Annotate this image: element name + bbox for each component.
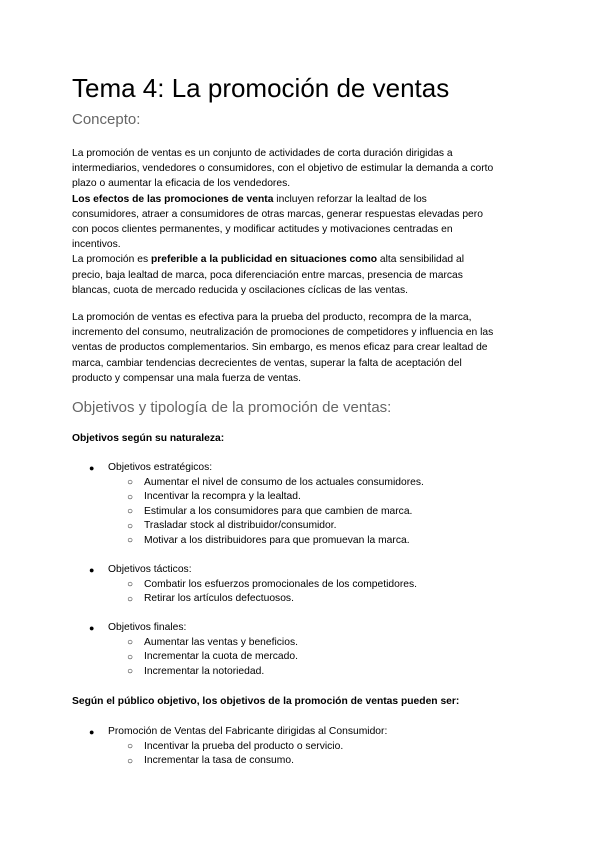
list-item: Combatir los esfuerzos promocionales de los competidores. xyxy=(144,578,417,590)
text-line xyxy=(72,192,532,207)
list-item: Incentivar la prueba del producto o servicio. xyxy=(144,740,344,752)
text-line: consumidores, atraer a consumidores de otras marcas, generar respuestas elevadas pero xyxy=(72,208,483,220)
circle-bullet-icon: ○ xyxy=(127,477,134,488)
text-line: incentivos. xyxy=(72,239,121,251)
bullet-icon: ● xyxy=(89,463,95,473)
list-item: Incrementar la notoriedad. xyxy=(144,665,265,677)
text-span: alta sensibilidad al xyxy=(377,254,465,266)
circle-bullet-icon: ○ xyxy=(127,520,134,532)
circle-bullet-icon: ○ xyxy=(127,741,134,752)
text-line: incremento del consumo, neutralización de promociones de competidores y influencia en las xyxy=(72,327,494,339)
list-item-tacticos: Objetivos tácticos: xyxy=(108,564,192,575)
circle-bullet-icon: ○ xyxy=(127,637,134,648)
list-item: Estimular a los consumidores para que cambien de marca. xyxy=(144,505,413,517)
text-line: marca, cambiar tendencias decrecientes de ventas, superar la falta de aceptación del xyxy=(72,357,462,369)
circle-bullet-icon: ○ xyxy=(127,593,134,605)
text-line: precio, baja lealtad de marca, poca diferenciación entre marcas, presencia de marcas xyxy=(72,269,463,281)
text-line: plazo o aumentar la eficacia de los vendedores. xyxy=(72,178,291,190)
list-item: Retirar los artículos defectuosos. xyxy=(144,593,294,604)
text-line xyxy=(72,252,532,267)
circle-bullet-icon: ○ xyxy=(127,506,134,517)
list-item-finales: Objetivos finales: xyxy=(108,622,187,633)
list-item: Incentivar la recompra y la lealtad. xyxy=(144,491,301,502)
circle-bullet-icon: ○ xyxy=(127,651,134,663)
text-span: La promoción es xyxy=(72,254,151,266)
label-naturaleza: Objetivos según su naturaleza: xyxy=(72,433,225,444)
circle-bullet-icon: ○ xyxy=(127,535,134,546)
text-line: La promoción de ventas es efectiva para la prueba del producto, recompra de la marca, xyxy=(72,312,472,323)
circle-bullet-icon: ○ xyxy=(127,755,134,767)
text-line: blancas, cuota de mercado reducida y oscilaciones cíclicas de las ventas. xyxy=(72,284,408,296)
label-publico: Según el público objetivo, los objetivos de la promoción de ventas pueden ser: xyxy=(72,696,460,707)
text-line: intermediarios, vendedores o consumidores, con el objetivo de estimular la demanda a corto xyxy=(72,163,494,175)
list-item-fabricante-consumidor: Promoción de Ventas del Fabricante dirigidas al Consumidor: xyxy=(108,726,388,737)
bold-phrase: Los efectos de las promociones de venta xyxy=(72,193,274,205)
bullet-icon: ● xyxy=(89,623,95,633)
list-item: Incrementar la cuota de mercado. xyxy=(144,651,298,662)
bullet-icon: ● xyxy=(89,727,95,737)
list-item-estrategicos: Objetivos estratégicos: xyxy=(108,462,213,473)
circle-bullet-icon: ○ xyxy=(127,491,134,503)
text-span: incluyen reforzar la lealtad de los xyxy=(273,193,427,205)
section-heading-objetivos: Objetivos y tipología de la promoción de ventas: xyxy=(72,399,392,416)
section-heading-concepto: Concepto: xyxy=(72,111,141,128)
circle-bullet-icon: ○ xyxy=(127,666,134,677)
text-line: La promoción de ventas es un conjunto de actividades de corta duración dirigidas a xyxy=(72,148,453,159)
paragraph-efectividad xyxy=(72,310,532,386)
paragraph-definicion xyxy=(72,146,532,192)
text-line: con pocos clientes permanentes, y modificar actitudes y motivaciones centradas en xyxy=(72,224,453,235)
list-item: Motivar a los distribuidores para que promuevan la marca. xyxy=(144,534,410,546)
text-line: ventas de productos complementarios. Sin embargo, es menos eficaz para crear lealtad de xyxy=(72,342,488,354)
bullet-icon: ● xyxy=(89,565,95,575)
list-item: Aumentar las ventas y beneficios. xyxy=(144,636,298,648)
paragraph-preferible xyxy=(72,252,532,298)
page-title: Tema 4: La promoción de ventas xyxy=(72,73,450,103)
list-item: Incrementar la tasa de consumo. xyxy=(144,755,294,766)
circle-bullet-icon: ○ xyxy=(127,579,134,590)
text-line: producto y compensar una mala fuerza de ventas. xyxy=(72,372,301,384)
bold-phrase: preferible a la publicidad en situaciones como xyxy=(151,254,378,266)
list-item: Trasladar stock al distribuidor/consumidor. xyxy=(144,520,337,531)
list-item: Aumentar el nivel de consumo de los actuales consumidores. xyxy=(144,476,424,488)
paragraph-efectos xyxy=(72,192,532,253)
